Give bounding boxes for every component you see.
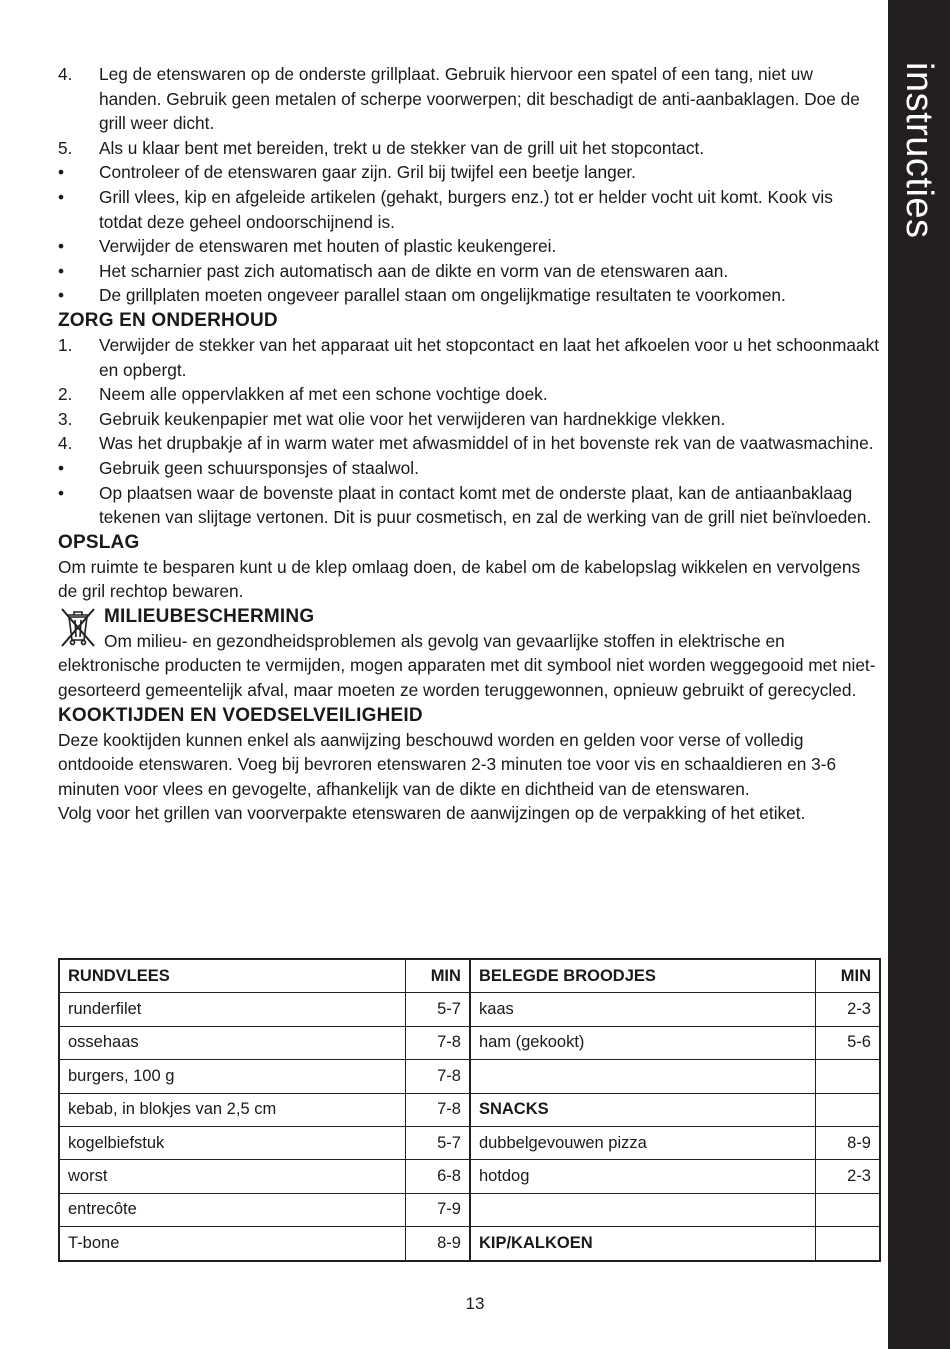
list-marker: 3. xyxy=(58,408,73,429)
table-row xyxy=(59,1026,880,1059)
section-tab xyxy=(888,0,950,1349)
beef-minutes: 8-9 xyxy=(405,1227,470,1261)
list-item xyxy=(58,431,880,456)
cooking-text-1: Deze kooktijden kunnen enkel als aanwijzing beschouwd worden en gelden voor verse of volledig ontdooide etenswaren. Voeg bij bevroren etenswaren 2-3 minuten toe voor vis en schaaldieren en 3-6 minuten voor vlees en gevogelte, afhankelijk van de dikte en dichtheid van de etenswaren. xyxy=(58,729,837,799)
environment-section xyxy=(58,604,880,654)
sandwich-item: hotdog xyxy=(470,1160,815,1193)
list-marker: 2. xyxy=(58,384,73,405)
page-number: 13 xyxy=(465,1294,485,1313)
storage-text: Om ruimte te besparen kunt u de klep omlaag doen, de kabel om de kabelopslag wikkelen en vervolgens de gril rechtop bewaren. xyxy=(58,556,861,602)
instruction-steps xyxy=(58,62,880,308)
list-marker: 1. xyxy=(58,334,73,355)
sandwich-item: kaas xyxy=(470,993,815,1026)
list-item-text: Controleer of de etenswaren gaar zijn. Gril bij twijfel een beetje langer. xyxy=(99,162,636,183)
beef-item: ossehaas xyxy=(59,1026,405,1059)
environment-heading: MILIEUBESCHERMING xyxy=(104,605,315,627)
list-item xyxy=(58,259,880,284)
list-item-text: Als u klaar bent met bereiden, trekt u de stekker van de grill uit het stopcontact. xyxy=(99,137,705,158)
crossed-bin-icon xyxy=(58,604,98,648)
list-marker: 4. xyxy=(58,64,73,84)
sandwich-item xyxy=(470,1060,815,1093)
list-item-text: Grill vlees, kip en afgeleide artikelen (gehakt, burgers enz.) tot er helder vocht uit komt. Kook vis totdat deze geheel ondoorschijnend is. xyxy=(99,186,833,232)
beef-minutes: 5-7 xyxy=(405,993,470,1026)
list-marker: • xyxy=(58,162,65,183)
list-item xyxy=(58,407,880,432)
table-header-row xyxy=(59,959,880,993)
sandwich-item xyxy=(470,1193,815,1226)
sandwich-minutes xyxy=(815,1193,880,1226)
table-row xyxy=(59,1060,880,1093)
list-item xyxy=(58,234,880,259)
storage-heading: OPSLAG xyxy=(58,531,140,553)
list-item xyxy=(58,62,880,136)
sandwich-item: KIP/KALKOEN xyxy=(470,1227,815,1261)
beef-item: entrecôte xyxy=(59,1193,405,1226)
list-item-text: Verwijder de stekker van het apparaat uit het stopcontact en laat het afkoelen voor u het schoonmaakt en opbergt. xyxy=(99,334,880,380)
beef-item: kogelbiefstuk xyxy=(59,1126,405,1159)
list-item xyxy=(58,481,880,530)
header-beef-min: MIN xyxy=(405,959,470,993)
list-item xyxy=(58,185,880,234)
list-item-text: Leg de etenswaren op de onderste grillplaat. Gebruik hiervoor een spatel of een tang, niet uw handen. Gebruik geen metalen of scherpe voorwerpen; dit beschadigt de anti-aanbaklagen. Doe de grill weer dicht. xyxy=(99,64,860,134)
beef-item: runderfilet xyxy=(59,993,405,1026)
list-item xyxy=(58,160,880,185)
list-item-text: Verwijder de etenswaren met houten of plastic keukengerei. xyxy=(99,236,557,257)
header-sandwiches-min: MIN xyxy=(815,959,880,993)
sandwich-item: ham (gekookt) xyxy=(470,1026,815,1059)
beef-minutes: 7-8 xyxy=(405,1093,470,1126)
care-list xyxy=(58,333,880,530)
beef-item: burgers, 100 g xyxy=(59,1060,405,1093)
sandwich-minutes: 2-3 xyxy=(815,993,880,1026)
sandwich-item: SNACKS xyxy=(470,1093,815,1126)
header-sandwiches: BELEGDE BROODJES xyxy=(470,959,815,993)
beef-minutes: 7-8 xyxy=(405,1060,470,1093)
list-item-text: Gebruik geen schuursponsjes of staalwol. xyxy=(99,457,419,478)
list-marker: • xyxy=(58,285,65,306)
header-beef: RUNDVLEES xyxy=(59,959,405,993)
sandwich-minutes xyxy=(815,1227,880,1261)
sandwich-item: dubbelgevouwen pizza xyxy=(470,1126,815,1159)
list-item-text: Neem alle oppervlakken af met een schone vochtige doek. xyxy=(99,384,548,405)
list-item xyxy=(58,382,880,407)
beef-item: kebab, in blokjes van 2,5 cm xyxy=(59,1093,405,1126)
list-item-text: De grillplaten moeten ongeveer parallel staan om ongelijkmatige resultaten te voorkomen. xyxy=(99,285,786,306)
cooking-text-2: Volg voor het grillen van voorverpakte etenswaren de aanwijzingen op de verpakking of het etiket. xyxy=(58,803,806,824)
list-item xyxy=(58,456,880,481)
table-row xyxy=(59,1160,880,1193)
environment-text-first: Om milieu- en gezondheidsproblemen als gevolg van gevaarlijke stoffen in elektrische en xyxy=(104,630,785,651)
list-item-text: Op plaatsen waar de bovenste plaat in contact komt met de onderste plaat, kan de antiaanbaklaag tekenen van slijtage vertonen. Dit is puur cosmetisch, en zal de werking van de grill niet beïnvloeden. xyxy=(99,482,872,528)
section-tab-label: instructies xyxy=(898,62,940,239)
beef-minutes: 5-7 xyxy=(405,1126,470,1159)
table-row xyxy=(59,1227,880,1261)
beef-item: T-bone xyxy=(59,1227,405,1261)
table-row xyxy=(59,993,880,1026)
beef-minutes: 7-8 xyxy=(405,1026,470,1059)
beef-minutes: 7-9 xyxy=(405,1193,470,1226)
sandwich-minutes: 8-9 xyxy=(815,1126,880,1159)
sandwich-minutes: 5-6 xyxy=(815,1026,880,1059)
list-item xyxy=(58,283,880,308)
sandwich-minutes xyxy=(815,1093,880,1126)
table-row xyxy=(59,1193,880,1226)
cooking-heading: KOOKTIJDEN EN VOEDSELVEILIGHEID xyxy=(58,704,423,726)
environment-text: elektronische producten te vermijden, mogen apparaten met dit symbool niet worden weggegooid met niet-gesorteerd gemeentelijk afval, maar moeten ze worden teruggewonnen, opnieuw gebruikt of gerecycled. xyxy=(58,655,876,701)
list-marker: • xyxy=(58,236,65,257)
list-item xyxy=(58,333,880,382)
list-marker: • xyxy=(58,482,65,503)
care-heading: ZORG EN ONDERHOUD xyxy=(58,309,278,331)
beef-minutes: 6-8 xyxy=(405,1160,470,1193)
sandwich-minutes: 2-3 xyxy=(815,1160,880,1193)
table-row xyxy=(59,1093,880,1126)
list-marker: • xyxy=(58,186,65,207)
list-marker: 4. xyxy=(58,433,73,454)
page-content xyxy=(58,62,880,826)
cooking-times-table xyxy=(58,958,881,1262)
list-item xyxy=(58,136,880,161)
list-marker: • xyxy=(58,457,65,478)
list-marker: 5. xyxy=(58,137,73,158)
sandwich-minutes xyxy=(815,1060,880,1093)
beef-item: worst xyxy=(59,1160,405,1193)
table-row xyxy=(59,1126,880,1159)
list-item-text: Het scharnier past zich automatisch aan de dikte en vorm van de etenswaren aan. xyxy=(99,260,729,281)
list-item-text: Was het drupbakje af in warm water met afwasmiddel of in het bovenste rek van de vaatwasmachine. xyxy=(99,433,874,454)
list-marker: • xyxy=(58,260,65,281)
list-item-text: Gebruik keukenpapier met wat olie voor het verwijderen van hardnekkige vlekken. xyxy=(99,408,726,429)
